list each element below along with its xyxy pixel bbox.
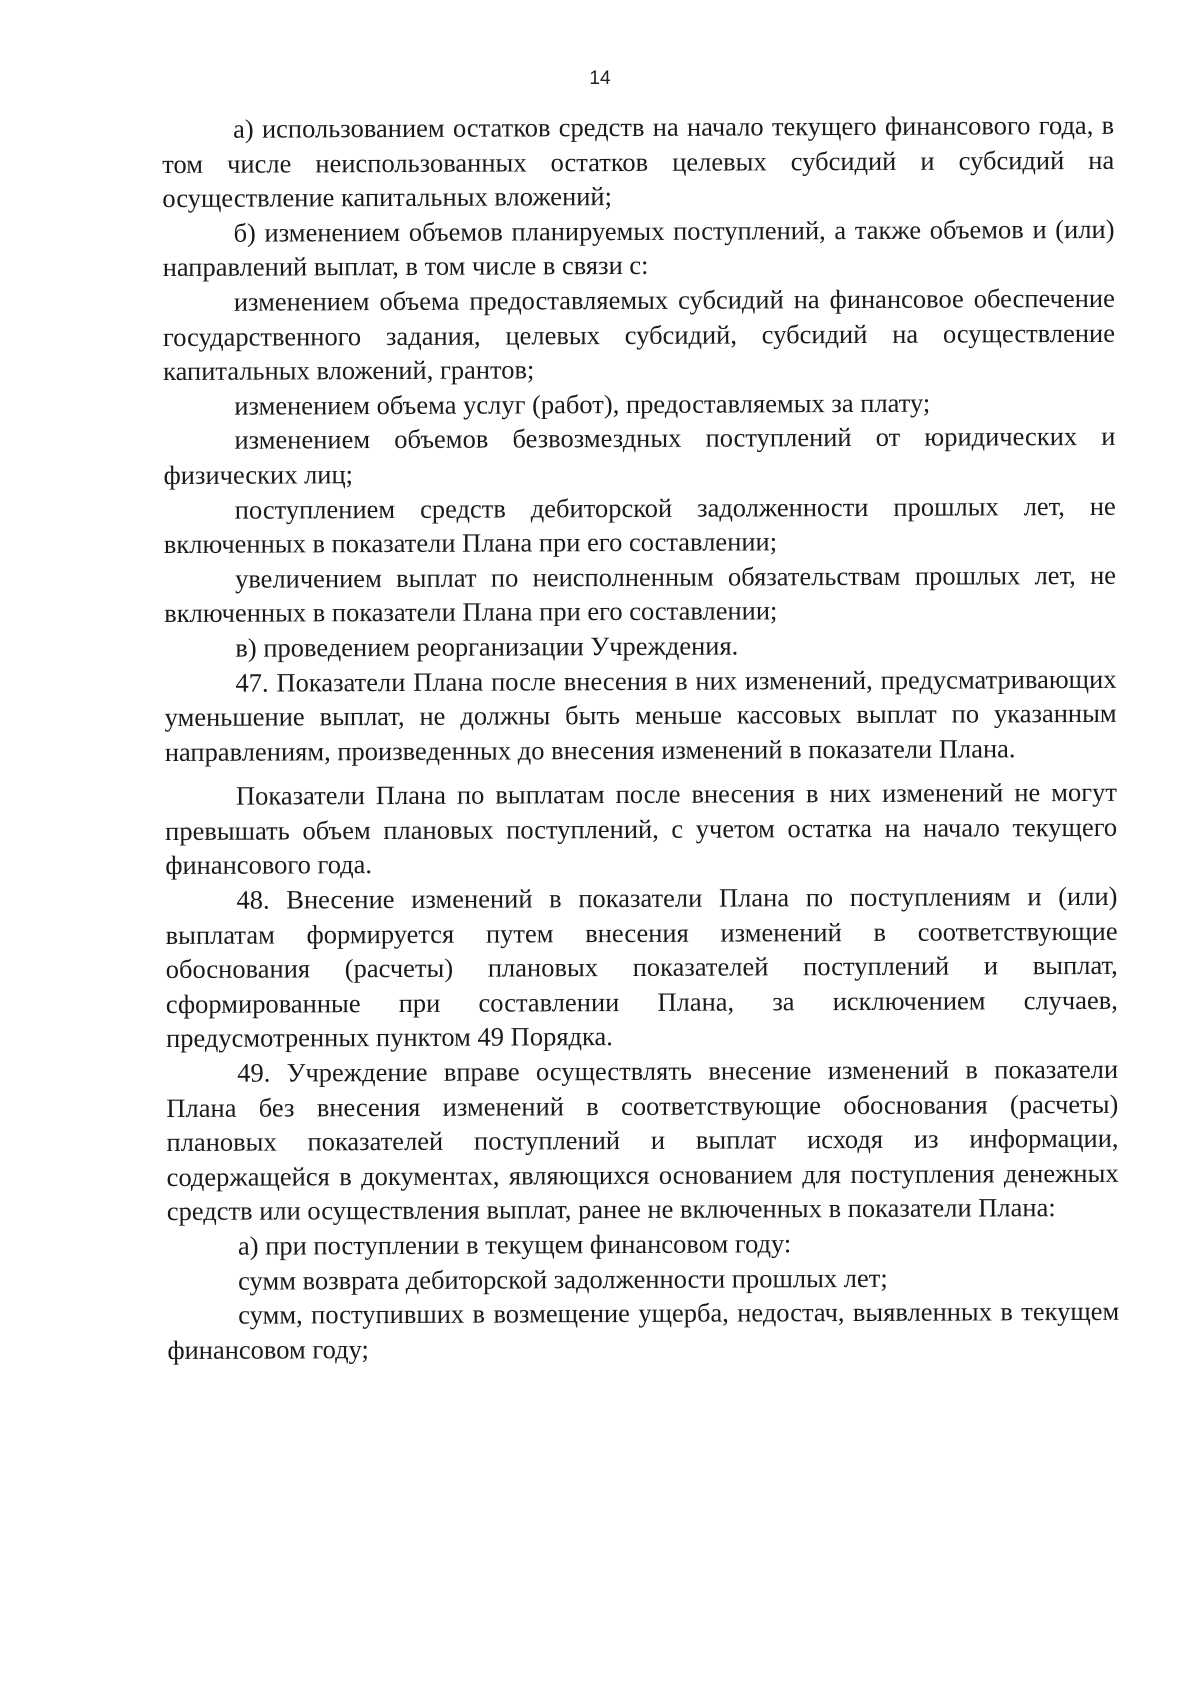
paragraph-49-a: а) при поступлении в текущем финансовом году:	[237, 1228, 792, 1261]
document-body	[162, 108, 1119, 1368]
paragraph-receivables: поступлением средств дебиторской задолженности прошлых лет, не включенных в показатели Плана при его составлении;	[163, 490, 1116, 560]
paragraph-v-reorganization: в) проведением реорганизации Учреждения.	[235, 630, 739, 663]
paragraph-obligations: увеличением выплат по неисполненным обязательствам прошлых лет, не включенных в показатели Плана при его составлении;	[164, 559, 1117, 629]
paragraph-49-damages: сумм, поступивших в возмещение ущерба, недостач, выявленных в текущем финансовом году;	[167, 1296, 1120, 1365]
paragraph-47: 47. Показатели Плана после внесения в них изменений, предусматривающих уменьшение выплат, не должны быть меньше кассовых выплат по указанным направлениям, произведенных до внесения изменений в показатели Плана.	[164, 663, 1117, 767]
paragraph-49: 49. Учреждение вправе осуществлять внесение изменений в показатели Плана без внесения изменений в соответствующие обоснования (расчеты) плановых показателей поступлений и выплат исходя из информации, содержащейся в документах, являющихся основанием для поступления денежных средств или осуществления выплат, ранее не включенных в показатели Плана:	[166, 1053, 1119, 1227]
paragraph-b-changes: б) изменением объемов планируемых поступлений, а также объемов и (или) направлений выплат, в том числе в связи с:	[162, 213, 1115, 283]
paragraph-a-balances: а) использованием остатков средств на начало текущего финансового года, в том числе неиспользованных остатков целевых субсидий и субсидий на осуществление капитальных вложений;	[162, 109, 1115, 214]
paragraph-49-receivables: сумм возврата дебиторской задолженности прошлых лет;	[238, 1262, 888, 1296]
paragraph-subsidies-change: изменением объема предоставляемых субсидий на финансовое обеспечение государственного задания, целевых субсидий, субсидий на осуществление капитальных вложений, грантов;	[162, 282, 1116, 387]
paragraph-services-change: изменением объема услуг (работ), предоставляемых за плату;	[234, 387, 931, 421]
paragraph-donations-change: изменением объемов безвозмездных поступлений от юридических и физических лиц;	[163, 421, 1116, 490]
paragraph-48: 48. Внесение изменений в показатели Плана по поступлениям и (или) выплатам формируется путем внесения изменений в соответствующие обоснования (расчеты) плановых показателей поступлений и выплат, сформированные при составлении Плана, за исключением случаев, предусмотренных пунктом 49 Порядка.	[165, 880, 1118, 1054]
page-number: 14	[589, 68, 611, 89]
paragraph-47-limit: Показатели Плана по выплатам после внесения в них изменений не могут превышать объем плановых поступлений, с учетом остатка на начало текущего финансового года.	[165, 777, 1118, 881]
